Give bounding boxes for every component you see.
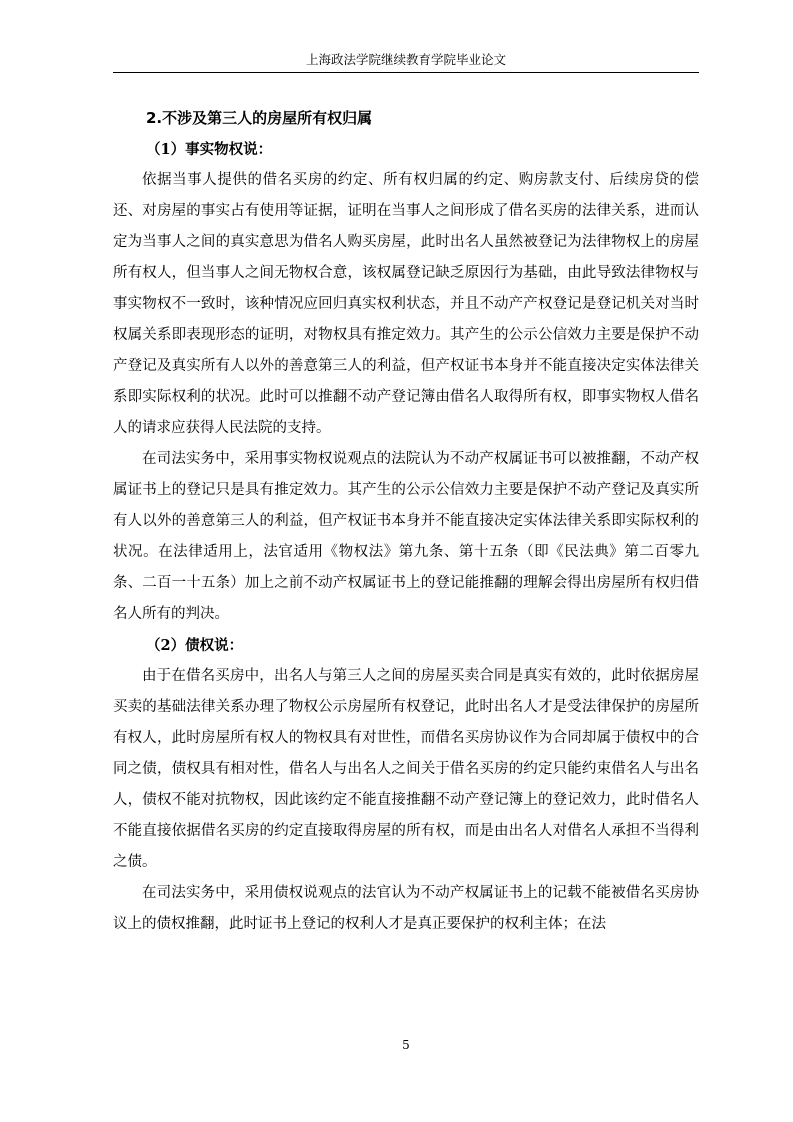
subsection-heading-creditor-right-theory: （2）债权说： <box>146 637 244 654</box>
subsection-heading-factual-property-theory: （1）事实物权说： <box>146 141 273 158</box>
paragraph: 在司法实务中，采用债权说观点的法官认为不动产权属证书上的记载不能被借名买房协议上的债权推翻，此时证书上登记的权利人才是真正要保护的权利主体；在法 <box>113 885 699 932</box>
section-heading: 2.不涉及第三人的房屋所有权归属 <box>146 109 373 127</box>
header-rule <box>113 72 699 73</box>
paragraph: 依据当事人提供的借名买房的约定、所有权归属的约定、购房款支付、后续房贷的偿还、对房屋的事实占有使用等证据，证明在当事人之间形成了借名买房的法律关系，进而认定为当事人之间的真实意思为借名人购买房屋，此时出名人虽然被登记为法律物权上的房屋所有权人，但当事人之间无物权合意，该权属登记缺乏原因行为基础，由此导致法律物权与事实物权不一致时，该种情况应回归真实权利状态，并且不动产产权登记是登记机关对当时权属关系即表现形态的证明，对物权具有推定效力。其产生的公示公信效力主要是保护不动产登记及真实所有人以外的善意第三人的利益，但产权证书本身并不能直接决定实体法律关系即实际权利的状况。此时可以推翻不动产登记簿由借名人取得所有权，即事实物权人借名人的请求应获得人民法院的支持。 <box>113 172 699 436</box>
paragraph: 由于在借名买房中，出名人与第三人之间的房屋买卖合同是真实有效的，此时依据房屋买卖的基础法律关系办理了物权公示房屋所有权登记，此时出名人才是受法律保护的房屋所有权人，此时房屋所有权人的物权具有对世性，而借名买房协议作为合同却属于债权中的合同之债，债权具有相对性，借名人与出名人之间关于借名买房的约定只能约束借名人与出名人，债权不能对抗物权，因此该约定不能直接推翻不动产登记簿上的登记效力，此时借名人不能直接依据借名买房的约定直接取得房屋的所有权，而是由出名人对借名人承担不当得利之债。 <box>113 668 699 870</box>
page-header: 上海政法学院继续教育学院毕业论文 <box>305 52 506 67</box>
thesis-body <box>113 103 699 940</box>
paragraph: 在司法实务中，采用事实物权说观点的法院认为不动产权属证书可以被推翻，不动产权属证书上的登记只是具有推定效力。其产生的公示公信效力主要是保护不动产登记及真实所有人以外的善意第三人的利益，但产权证书本身并不能直接决定实体法律关系即实际权利的状况。在法律适用上，法官适用《物权法》第九条、第十五条（即《民法典》第二百零九条、二百一十五条）加上之前不动产权属证书上的登记能推翻的理解会得出房屋所有权归借名人所有的判决。 <box>113 451 699 622</box>
page-number: 5 <box>402 1038 410 1052</box>
